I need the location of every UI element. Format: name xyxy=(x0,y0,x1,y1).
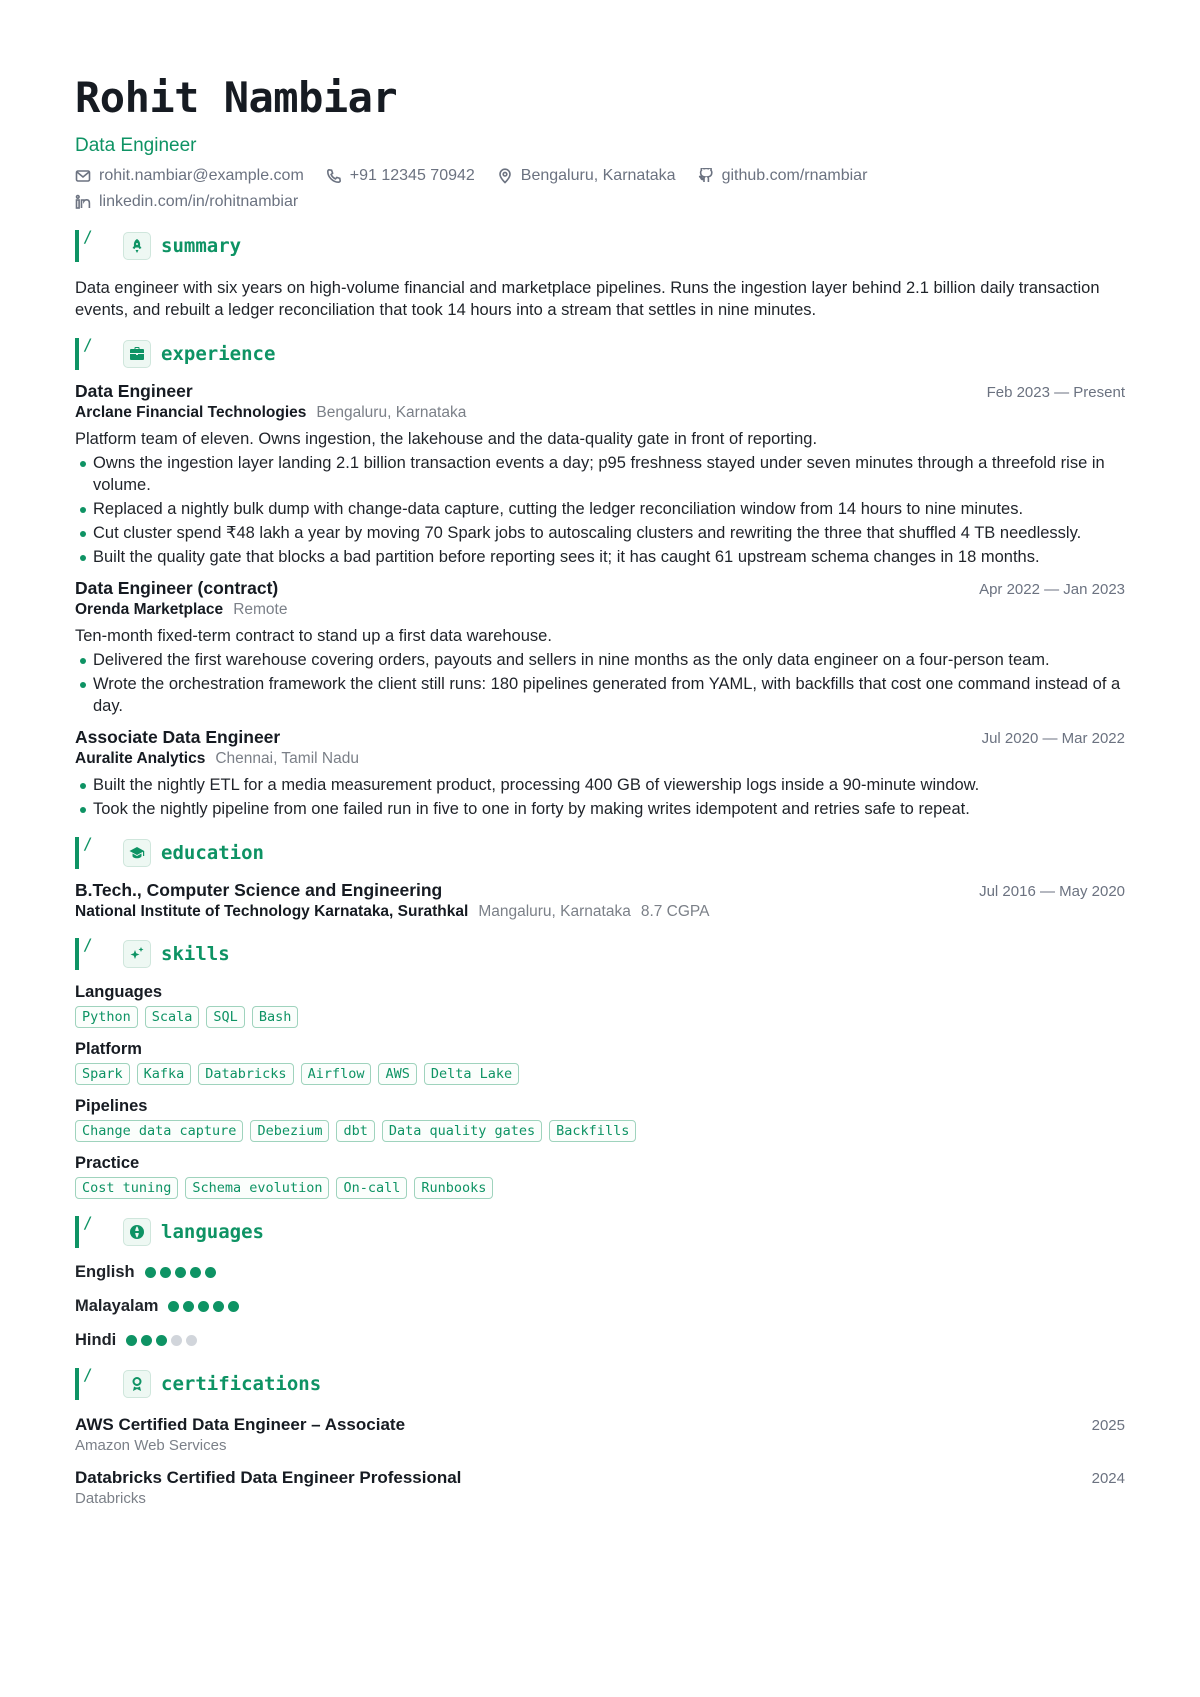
certifications-section-icon xyxy=(123,1370,151,1398)
level-dot-filled xyxy=(156,1335,167,1346)
skill-chip: On-call xyxy=(336,1177,407,1199)
skill-chip: Change data capture xyxy=(75,1120,243,1142)
summary-section-title: summary xyxy=(161,235,242,257)
summary-section-icon xyxy=(123,232,151,260)
language-level xyxy=(168,1301,239,1312)
job-entry xyxy=(75,578,1125,717)
education-section-icon xyxy=(123,839,151,867)
level-dot-filled xyxy=(213,1301,224,1312)
graduation-cap-icon xyxy=(129,845,145,861)
skill-group xyxy=(75,983,1125,1028)
skill-group xyxy=(75,1154,1125,1199)
skill-chip: Kafka xyxy=(137,1063,192,1085)
job-bullet: Wrote the orchestration framework the client still runs: 180 pipelines generated from YAML, with backfills that cost one command instead of a day. xyxy=(75,673,1125,717)
level-dot-filled xyxy=(205,1267,216,1278)
languages-section-title: languages xyxy=(161,1221,264,1243)
level-dot-empty xyxy=(186,1335,197,1346)
education-section-header xyxy=(75,836,1125,870)
level-dot-filled xyxy=(160,1267,171,1278)
job-company: Orenda Marketplace xyxy=(75,601,224,618)
language-name: Malayalam xyxy=(75,1296,159,1315)
language-row xyxy=(75,1261,1125,1283)
job-description: Platform team of eleven. Owns ingestion, the lakehouse and the data-quality gate in front of reporting. xyxy=(75,430,818,448)
job-bullet: Took the nightly pipeline from one failed run in five to one in forty by making writes idempotent and retries safe to repeat. xyxy=(75,798,1125,820)
skill-chip: Airflow xyxy=(301,1063,372,1085)
contact-linkedin[interactable] xyxy=(75,191,298,213)
job-location: Bengaluru, Karnataka xyxy=(316,404,467,421)
candidate-name: Rohit Nambiar xyxy=(75,73,398,122)
github-icon xyxy=(698,168,714,184)
level-dot-filled xyxy=(228,1301,239,1312)
section-slash: / xyxy=(83,1365,93,1384)
language-level xyxy=(145,1267,216,1278)
skills-section-title: skills xyxy=(161,943,230,965)
section-slash: / xyxy=(83,227,93,246)
education-grade: 8.7 CGPA xyxy=(640,903,710,920)
experience-section-title: experience xyxy=(161,343,276,365)
job-company: Auralite Analytics xyxy=(75,750,206,767)
skill-chip: Delta Lake xyxy=(424,1063,519,1085)
job-bullets xyxy=(75,774,1125,820)
job-location: Chennai, Tamil Nadu xyxy=(215,750,359,767)
level-dot-empty xyxy=(171,1335,182,1346)
job-entry xyxy=(75,381,1125,568)
job-bullet: Replaced a nightly bulk dump with change-data capture, cutting the ledger reconciliation window from 14 hours to nine minutes. xyxy=(75,498,1125,520)
skill-chip: Bash xyxy=(252,1006,299,1028)
certification-issuer: Amazon Web Services xyxy=(75,1437,227,1454)
job-bullet: Cut cluster spend ₹48 lakh a year by moving 70 Spark jobs to autoscaling clusters and rewriting the three that shuffled 4 TB needlessly. xyxy=(75,522,1125,544)
skill-chip: dbt xyxy=(336,1120,374,1142)
job-description: Ten-month fixed-term contract to stand up a first data warehouse. xyxy=(75,627,552,645)
section-slash: / xyxy=(83,834,93,853)
contact-email-text: rohit.nambiar@example.com xyxy=(99,167,304,184)
language-name: Hindi xyxy=(75,1330,117,1349)
skill-group xyxy=(75,1097,1125,1142)
education-dates: Jul 2016 — May 2020 xyxy=(979,883,1125,900)
certification-entry xyxy=(75,1415,1125,1454)
contact-location xyxy=(497,165,676,187)
skill-chip: Debezium xyxy=(250,1120,329,1142)
contact-linkedin-text: linkedin.com/in/rohitnambiar xyxy=(99,193,299,210)
contact-location-text: Bengaluru, Karnataka xyxy=(520,167,676,184)
skill-group xyxy=(75,1040,1125,1085)
certification-name: AWS Certified Data Engineer – Associate xyxy=(75,1415,406,1434)
language-name: English xyxy=(75,1262,135,1281)
candidate-role: Data Engineer xyxy=(75,135,197,156)
level-dot-filled xyxy=(126,1335,137,1346)
job-title: Associate Data Engineer xyxy=(75,727,281,747)
experience-section-icon xyxy=(123,340,151,368)
award-icon xyxy=(129,1376,145,1392)
skill-chip: Scala xyxy=(145,1006,200,1028)
sparkles-icon xyxy=(129,946,145,962)
skill-chip: Spark xyxy=(75,1063,130,1085)
skill-chip: SQL xyxy=(206,1006,244,1028)
section-accent-bar xyxy=(75,338,79,370)
summary-text: Data engineer with six years on high-volume financial and marketplace pipelines. Runs the ingestion layer behind 2.1 billion daily transaction events, and rebuilt a ledger reconciliation that took 14 hours into a stream that settles in nine minutes. xyxy=(75,279,1100,319)
section-slash: / xyxy=(83,935,93,954)
language-list xyxy=(75,1261,1125,1351)
skill-chip: Cost tuning xyxy=(75,1177,178,1199)
mail-icon xyxy=(75,168,91,184)
skill-chip: Runbooks xyxy=(414,1177,493,1199)
job-company: Arclane Financial Technologies xyxy=(75,404,307,421)
certification-year: 2024 xyxy=(1091,1470,1125,1487)
level-dot-filled xyxy=(190,1267,201,1278)
rocket-icon xyxy=(129,238,145,254)
certification-year: 2025 xyxy=(1091,1417,1125,1434)
job-dates: Apr 2022 — Jan 2023 xyxy=(979,581,1125,598)
job-bullet: Built the quality gate that blocks a bad partition before reporting sees it; it has caught 61 upstream schema changes in 18 months. xyxy=(75,546,1125,568)
skill-chip: Data quality gates xyxy=(382,1120,542,1142)
contact-email[interactable] xyxy=(75,165,304,187)
job-bullets xyxy=(75,452,1125,568)
experience-section-header xyxy=(75,337,1125,371)
skill-group-label: Pipelines xyxy=(75,1097,148,1115)
level-dot-filled xyxy=(183,1301,194,1312)
education-entry xyxy=(75,880,1125,921)
section-slash: / xyxy=(83,1213,93,1232)
education-degree: B.Tech., Computer Science and Engineering xyxy=(75,880,443,900)
certifications-section-header xyxy=(75,1367,1125,1401)
section-accent-bar xyxy=(75,230,79,262)
languages-section-icon xyxy=(123,1218,151,1246)
skill-chip: Python xyxy=(75,1006,138,1028)
level-dot-filled xyxy=(145,1267,156,1278)
contact-github-text: github.com/rnambiar xyxy=(721,167,868,184)
section-accent-bar xyxy=(75,1368,79,1400)
education-location: Mangaluru, Karnataka xyxy=(478,903,631,920)
job-dates: Jul 2020 — Mar 2022 xyxy=(981,730,1125,747)
location-icon xyxy=(497,168,513,184)
section-accent-bar xyxy=(75,1216,79,1248)
job-bullet: Built the nightly ETL for a media measurement product, processing 400 GB of viewership logs inside a 90-minute window. xyxy=(75,774,1125,796)
level-dot-filled xyxy=(141,1335,152,1346)
level-dot-filled xyxy=(168,1301,179,1312)
contact-phone-text: +91 12345 70942 xyxy=(349,167,475,184)
skill-chip: Schema evolution xyxy=(185,1177,329,1199)
phone-icon xyxy=(326,168,342,184)
summary-section-header xyxy=(75,229,1125,263)
contact-phone[interactable] xyxy=(326,165,475,187)
certification-name: Databricks Certified Data Engineer Professional xyxy=(75,1468,462,1487)
language-row xyxy=(75,1329,1125,1351)
briefcase-icon xyxy=(129,346,145,362)
job-dates: Feb 2023 — Present xyxy=(986,384,1125,401)
linkedin-icon xyxy=(75,194,91,210)
skills-section-icon xyxy=(123,940,151,968)
job-entry xyxy=(75,727,1125,820)
job-title: Data Engineer (contract) xyxy=(75,578,279,598)
skill-chip: AWS xyxy=(378,1063,416,1085)
education-school: National Institute of Technology Karnataka, Surathkal xyxy=(75,903,469,920)
contact-github[interactable] xyxy=(698,165,868,187)
languages-section-header xyxy=(75,1215,1125,1249)
education-section-title: education xyxy=(161,842,264,864)
section-accent-bar xyxy=(75,938,79,970)
contact-list xyxy=(75,165,975,213)
skill-group-label: Practice xyxy=(75,1154,140,1172)
skill-group-label: Platform xyxy=(75,1040,142,1058)
section-slash: / xyxy=(83,335,93,354)
job-location: Remote xyxy=(233,601,288,618)
certification-entry xyxy=(75,1468,1125,1507)
job-title: Data Engineer xyxy=(75,381,193,401)
job-bullet: Owns the ingestion layer landing 2.1 billion transaction events a day; p95 freshness stayed under seven minutes through a threefold rise in volume. xyxy=(75,452,1125,496)
skill-chip: Backfills xyxy=(549,1120,636,1142)
certifications-section-title: certifications xyxy=(161,1373,322,1395)
language-level xyxy=(126,1335,197,1346)
section-accent-bar xyxy=(75,837,79,869)
skill-chip: Databricks xyxy=(198,1063,293,1085)
level-dot-filled xyxy=(198,1301,209,1312)
globe-icon xyxy=(129,1224,145,1240)
job-bullet: Delivered the first warehouse covering orders, payouts and sellers in nine months as the only data engineer on a four-person team. xyxy=(75,649,1125,671)
skills-section-header xyxy=(75,937,1125,971)
job-bullets xyxy=(75,649,1125,717)
certification-issuer: Databricks xyxy=(75,1490,146,1507)
language-row xyxy=(75,1295,1125,1317)
skill-group-label: Languages xyxy=(75,983,163,1001)
level-dot-filled xyxy=(175,1267,186,1278)
